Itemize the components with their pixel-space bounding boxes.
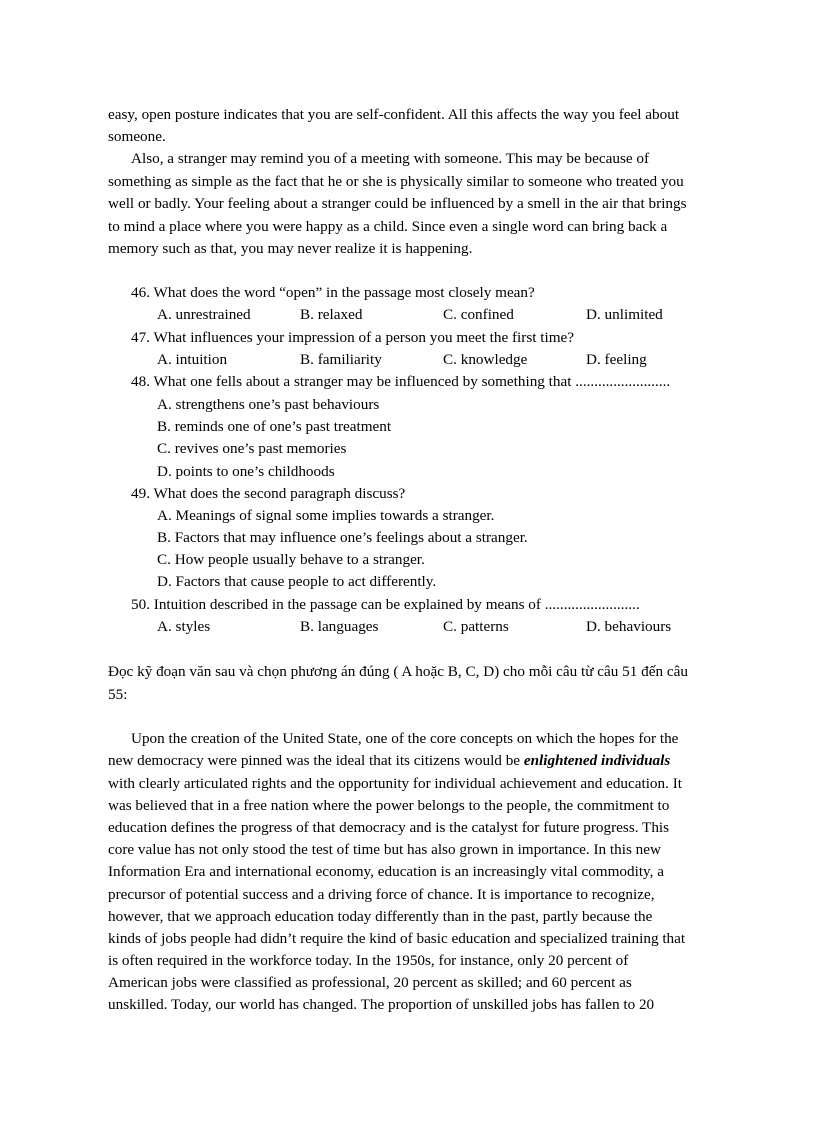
passage2-line-text: new democracy were pinned was the ideal that its citizens would be [108, 752, 524, 769]
question-46-option-d[interactable]: D. unlimited [586, 306, 663, 323]
passage2-line: core value has not only stood the test of time but has also grown in importance. In this new [108, 841, 661, 858]
passage2-line: kinds of jobs people had didn’t require the kind of basic education and specialized training that [108, 930, 686, 947]
passage2-line: education defines the progress of that democracy and is the catalyst for future progress. This [108, 819, 670, 836]
question-48-stem: 48. What one fells about a stranger may be influenced by something that ......................... [131, 373, 671, 390]
question-46-option-c[interactable]: C. confined [443, 306, 514, 323]
question-50-stem: 50. Intuition described in the passage can be explained by means of ......................... [131, 596, 640, 613]
passage2-line: with clearly articulated rights and the opportunity for individual achievement and education. It [108, 775, 682, 792]
passage2-line: precursor of potential success and a driving force of chance. It is importance to recognize, [108, 886, 655, 903]
passage2-line: Upon the creation of the United State, one of the core concepts on which the hopes for the [131, 730, 679, 747]
question-50-option-d[interactable]: D. behaviours [586, 618, 672, 635]
passage1-line: easy, open posture indicates that you are self-confident. All this affects the way you feel about [108, 106, 680, 123]
passage2-line: however, that we approach education today differently than in the past, partly because the [108, 908, 653, 925]
instruction-line: Đọc kỹ đoạn văn sau và chọn phương án đúng ( A hoặc B, C, D) cho mỗi câu từ câu 51 đến câu [108, 663, 688, 680]
passage2-line: Information Era and international economy, education is an increasingly vital commodity, a [108, 863, 664, 880]
question-50-option-b[interactable]: B. languages [300, 618, 379, 635]
passage1-line: Also, a stranger may remind you of a meeting with someone. This may be because of [131, 150, 650, 167]
question-47-stem: 47. What influences your impression of a person you meet the first time? [131, 329, 574, 346]
question-48-option-a[interactable]: A. strengthens one’s past behaviours [157, 396, 380, 413]
question-48-option-c[interactable]: C. revives one’s past memories [157, 440, 347, 457]
question-48-option-b[interactable]: B. reminds one of one’s past treatment [157, 418, 392, 435]
passage2-line: unskilled. Today, our world has changed. The proportion of unskilled jobs has fallen to 20 [108, 996, 655, 1013]
passage2-line [108, 750, 670, 772]
question-49-option-c[interactable]: C. How people usually behave to a stranger. [157, 551, 425, 568]
passage1-line: something as simple as the fact that he or she is physically similar to someone who treated you [108, 173, 684, 190]
question-50-option-c[interactable]: C. patterns [443, 618, 509, 635]
question-46-stem: 46. What does the word “open” in the passage most closely mean? [131, 284, 535, 301]
passage1-line: memory such as that, you may never realize it is happening. [108, 240, 473, 257]
question-49-option-d[interactable]: D. Factors that cause people to act differently. [157, 573, 437, 590]
question-46-option-a[interactable]: A. unrestrained [157, 306, 251, 323]
question-47-option-b[interactable]: B. familiarity [300, 351, 382, 368]
question-46-option-b[interactable]: B. relaxed [300, 306, 363, 323]
question-50-option-a[interactable]: A. styles [157, 618, 211, 635]
question-49-stem: 49. What does the second paragraph discuss? [131, 485, 406, 502]
passage2-line: is often required in the workforce today. In the 1950s, for instance, only 20 percent of [108, 952, 629, 969]
question-47-option-a[interactable]: A. intuition [157, 351, 228, 368]
passage1-line: someone. [108, 128, 166, 145]
question-49-option-b[interactable]: B. Factors that may influence one’s feelings about a stranger. [157, 529, 528, 546]
question-49-option-a[interactable]: A. Meanings of signal some implies towards a stranger. [157, 507, 495, 524]
question-48-option-d[interactable]: D. points to one’s childhoods [157, 463, 335, 480]
passage2-line: American jobs were classified as professional, 20 percent as skilled; and 60 percent as [108, 974, 632, 991]
passage1-line: to mind a place where you were happy as a child. Since even a single word can bring back a [108, 218, 668, 235]
emphasized-term: enlightened individuals [523, 752, 671, 769]
question-47-option-d[interactable]: D. feeling [586, 351, 647, 368]
instruction-line: 55: [108, 686, 128, 703]
question-47-option-c[interactable]: C. knowledge [443, 351, 528, 368]
passage2-line: was believed that in a free nation where the power belongs to the people, the commitment to [108, 797, 670, 814]
passage1-line: well or badly. Your feeling about a stranger could be influenced by a smell in the air that brings [108, 195, 687, 212]
